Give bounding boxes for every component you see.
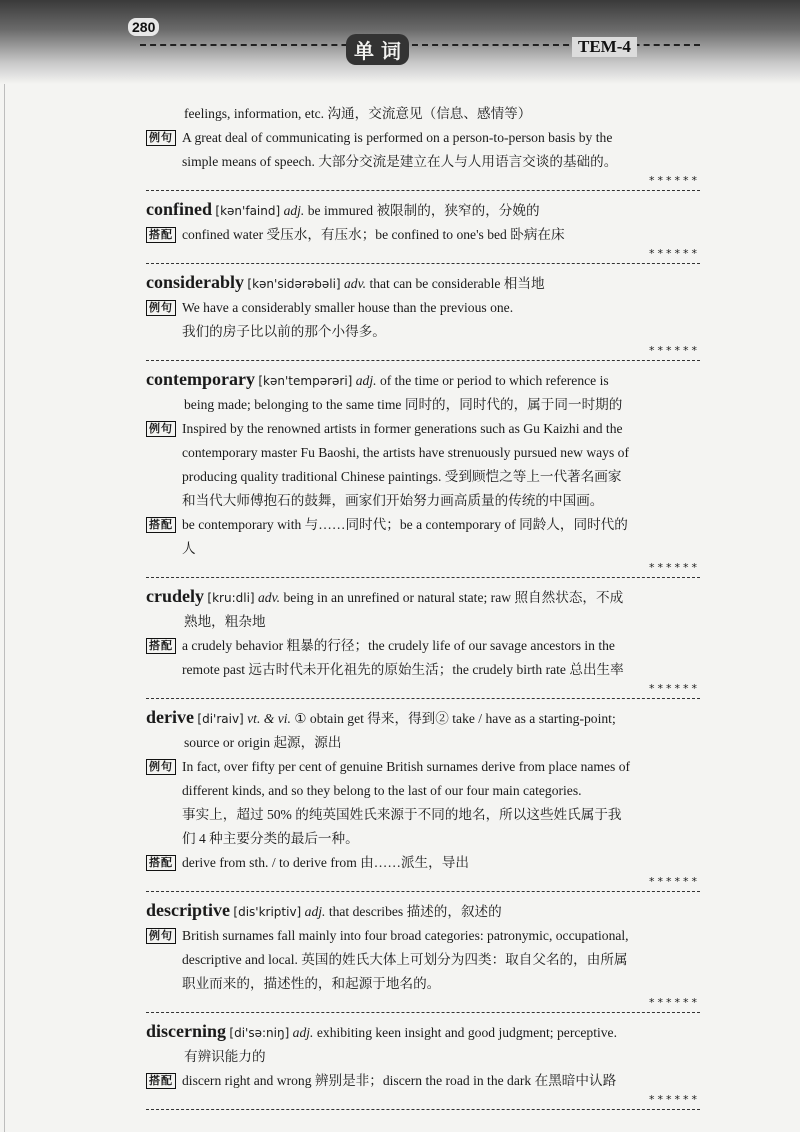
entry-separator: ****** bbox=[146, 1095, 700, 1110]
entry-discerning bbox=[146, 1019, 706, 1110]
example-tag: 例句 bbox=[146, 300, 176, 316]
headword: contemporary bbox=[146, 369, 255, 389]
definition: that describes 描述的，叙述的 bbox=[328, 904, 502, 919]
example-tag: 例句 bbox=[146, 130, 176, 146]
collocation-line: remote past 远古时代未开化祖先的原始生活；the crudely birth rate 总出生率 bbox=[182, 662, 624, 677]
entry-crudely bbox=[146, 584, 706, 699]
definition-line: source or origin 起源，源出 bbox=[184, 735, 342, 750]
example-line: We have a considerably smaller house than the previous one. bbox=[182, 300, 514, 315]
example-line: simple means of speech. 大部分交流是建立在人与人用语言交谈的基础的。 bbox=[182, 154, 618, 169]
entry-descriptive bbox=[146, 898, 706, 1013]
entry-confined bbox=[146, 197, 706, 264]
example-line: 事实上，超过 50% 的纯英国姓氏来源于不同的地名，所以这些姓氏属于我 bbox=[182, 807, 622, 822]
part-of-speech: adv. bbox=[344, 276, 367, 291]
collocation-tag: 搭配 bbox=[146, 855, 176, 871]
entry-considerably bbox=[146, 270, 706, 361]
collocation-line: confined water 受压水，有压水；be confined to one's bed 卧病在床 bbox=[182, 227, 565, 242]
part-of-speech: vt. & vi. bbox=[247, 711, 291, 726]
example-line: producing quality traditional Chinese paintings. 受到顾恺之等上一代著名画家 bbox=[182, 469, 622, 484]
definition: exhibiting keen insight and good judgment; perceptive. bbox=[316, 1025, 617, 1040]
headword: descriptive bbox=[146, 900, 230, 920]
example-line: In fact, over fifty per cent of genuine British surnames derive from place names of bbox=[182, 759, 631, 774]
example-line: descriptive and local. 英国的姓氏大体上可划分为四类：取自父名的，由所属 bbox=[182, 952, 628, 967]
collocation-line: derive from sth. / to derive from 由……派生，导出 bbox=[182, 855, 469, 870]
collocation-line: be contemporary with 与……同时代；be a contemporary of 同龄人，同时代的 bbox=[182, 517, 628, 532]
definition: ① obtain get 得来，得到② take / have as a starting-point; bbox=[294, 711, 616, 726]
definition: being in an unrefined or natural state; raw 照自然状态，不成 bbox=[283, 590, 624, 605]
phonetic: [di'raiv] bbox=[197, 712, 244, 726]
definition: of the time or period to which reference is bbox=[379, 373, 609, 388]
definition: be immured 被限制的，狭窄的，分娩的 bbox=[307, 203, 540, 218]
collocation-line: discern right and wrong 辨别是非；discern the road in the dark 在黑暗中认路 bbox=[182, 1073, 617, 1088]
collocation-tag: 搭配 bbox=[146, 1073, 176, 1089]
collocation-tag: 搭配 bbox=[146, 227, 176, 243]
collocation-line: a crudely behavior 粗暴的行径；the crudely life of our savage ancestors in the bbox=[182, 638, 615, 653]
phonetic: [kən'sidərəbəli] bbox=[247, 277, 341, 291]
headword: confined bbox=[146, 199, 213, 219]
exam-tag: TEM-4 bbox=[572, 37, 637, 57]
entry-communicate-continuation bbox=[146, 102, 706, 191]
entry-separator: ****** bbox=[146, 346, 700, 361]
example-line: A great deal of communicating is performed on a person-to-person basis by the bbox=[182, 130, 613, 145]
page-number: 280 bbox=[128, 18, 159, 36]
part-of-speech: adj. bbox=[292, 1025, 314, 1040]
part-of-speech: adv. bbox=[258, 590, 281, 605]
part-of-speech: adj. bbox=[283, 203, 305, 218]
definition: that can be considerable 相当地 bbox=[369, 276, 545, 291]
phonetic: [kru:dli] bbox=[207, 591, 255, 605]
part-of-speech: adj. bbox=[304, 904, 326, 919]
headword: discerning bbox=[146, 1021, 227, 1041]
dictionary-content bbox=[146, 102, 706, 1116]
collocation-tag: 搭配 bbox=[146, 638, 176, 654]
example-line: contemporary master Fu Baoshi, the artists have strenuously pursued new ways of bbox=[182, 445, 629, 460]
section-title: 单 词 bbox=[346, 34, 409, 65]
entry-separator: ****** bbox=[146, 563, 700, 578]
definition-continuation: feelings, information, etc. 沟通，交流意见（信息、感情等） bbox=[184, 106, 532, 121]
example-line: 们 4 种主要分类的最后一种。 bbox=[182, 831, 359, 846]
headword: considerably bbox=[146, 272, 245, 292]
definition-line: 有辨识能力的 bbox=[184, 1049, 266, 1064]
example-line: British surnames fall mainly into four broad categories: patronymic, occupational, bbox=[182, 928, 629, 943]
example-line: 职业而来的，描述性的，和起源于地名的。 bbox=[182, 976, 441, 991]
phonetic: [di'sə:niŋ] bbox=[229, 1026, 290, 1040]
entry-contemporary bbox=[146, 367, 706, 578]
example-tag: 例句 bbox=[146, 928, 176, 944]
example-line: different kinds, and so they belong to the last of our four main categories. bbox=[182, 783, 582, 798]
example-line: 和当代大师傅抱石的鼓舞，画家们开始努力画高质量的传统的中国画。 bbox=[182, 493, 604, 508]
entry-separator: ****** bbox=[146, 176, 700, 191]
phonetic: [kən'faind] bbox=[215, 204, 281, 218]
part-of-speech: adj. bbox=[355, 373, 377, 388]
headword: crudely bbox=[146, 586, 204, 606]
headword: derive bbox=[146, 707, 194, 727]
entry-separator: ****** bbox=[146, 249, 700, 264]
entry-derive bbox=[146, 705, 706, 892]
definition-line: 熟地，粗杂地 bbox=[184, 614, 266, 629]
entry-separator: ****** bbox=[146, 998, 700, 1013]
example-tag: 例句 bbox=[146, 421, 176, 437]
page-header bbox=[0, 0, 800, 84]
entry-separator: ****** bbox=[146, 877, 700, 892]
entry-separator: ****** bbox=[146, 684, 700, 699]
example-line: 我们的房子比以前的那个小得多。 bbox=[182, 324, 386, 339]
collocation-tag: 搭配 bbox=[146, 517, 176, 533]
page-edge-line bbox=[4, 0, 5, 1132]
example-line: Inspired by the renowned artists in former generations such as Gu Kaizhi and the bbox=[182, 421, 623, 436]
example-tag: 例句 bbox=[146, 759, 176, 775]
definition-line: being made; belonging to the same time 同时的，同时代的，属于同一时期的 bbox=[184, 397, 623, 412]
collocation-line: 人 bbox=[182, 541, 196, 556]
phonetic: [kən'tempərəri] bbox=[258, 374, 353, 388]
phonetic: [dis'kriptiv] bbox=[233, 905, 302, 919]
